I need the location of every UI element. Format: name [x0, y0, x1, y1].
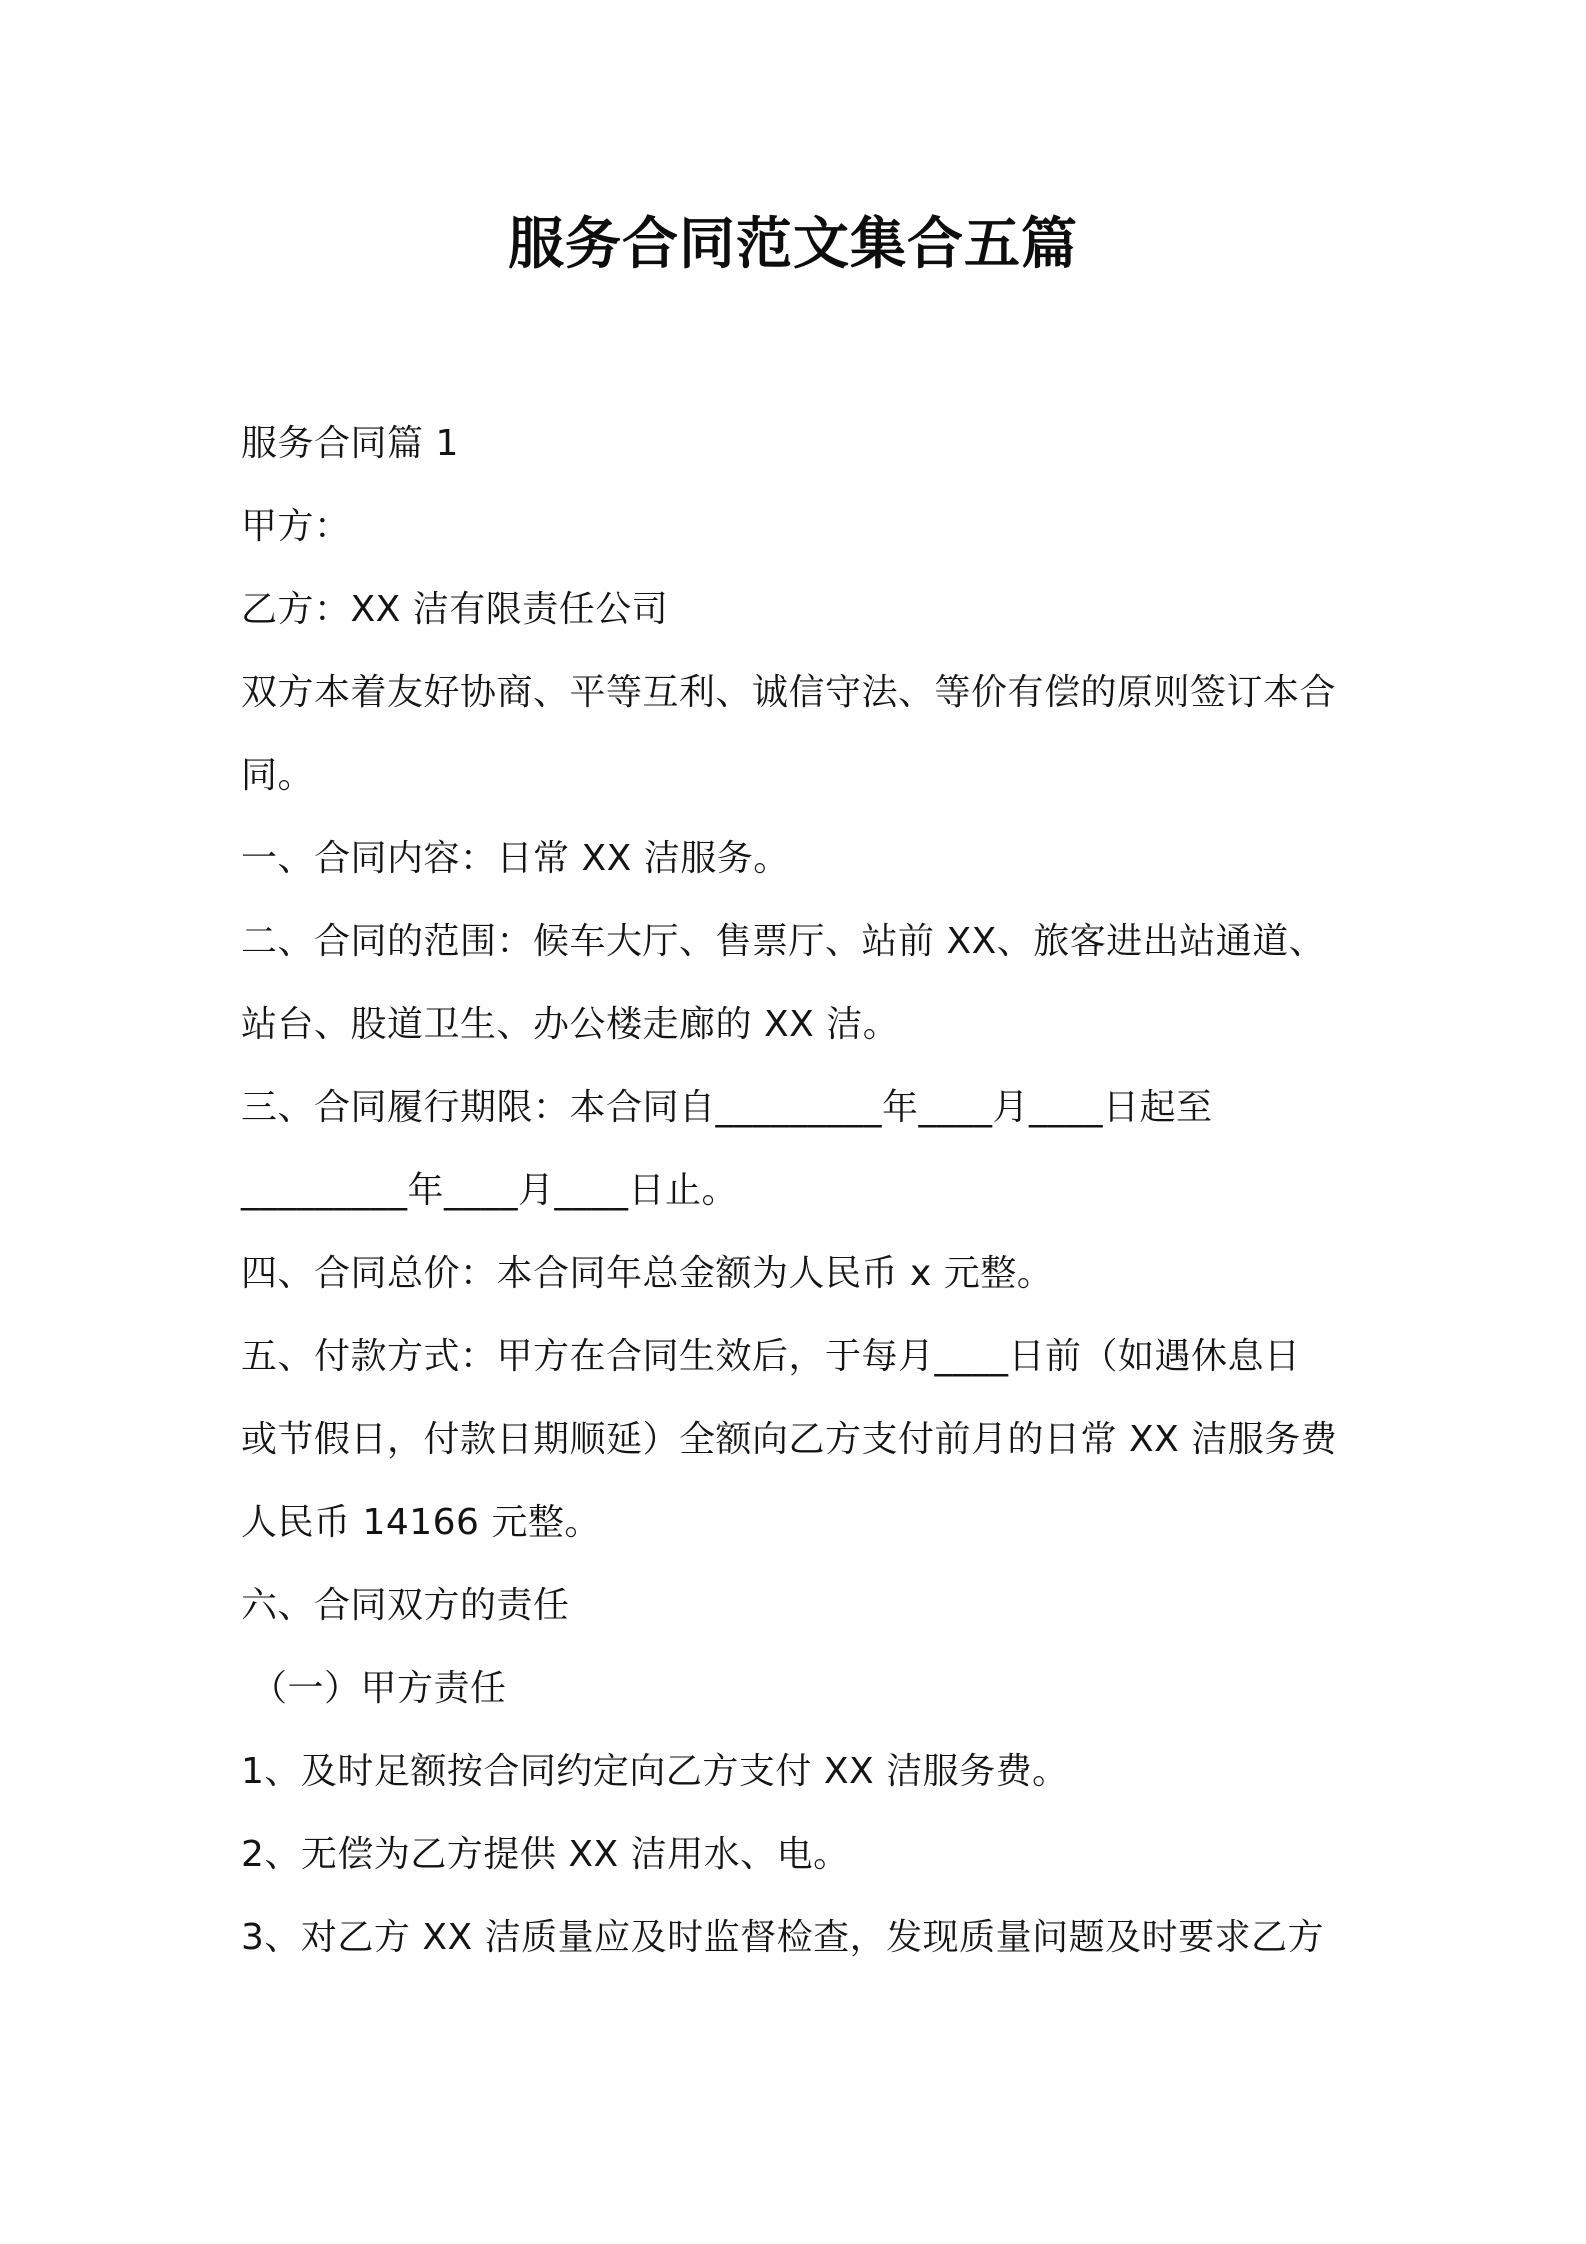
paragraph-line: 同。 [241, 755, 315, 796]
document-body [241, 402, 1361, 1979]
party-a-line: 甲方： [241, 506, 351, 547]
document-title: 服务合同范文集合五篇 [508, 212, 1078, 277]
paragraph-line: 双方本着友好协商、平等互利、诚信守法、等价有偿的原则签订本合 [241, 672, 1337, 713]
clause-line: _________年____月____日止。 [241, 1170, 739, 1211]
clause-line: 站台、股道卫生、办公楼走廊的 XX 洁。 [241, 1004, 900, 1045]
list-item: 3、对乙方 XX 洁质量应及时监督检查，发现质量问题及时要求乙方 [241, 1917, 1325, 1958]
clause-line: 五、付款方式：甲方在合同生效后，于每月____日前（如遇休息日 [241, 1336, 1301, 1377]
clause-line: 四、合同总价：本合同年总金额为人民币 x 元整。 [241, 1253, 1054, 1294]
list-item: 1、及时足额按合同约定向乙方支付 XX 洁服务费。 [241, 1751, 1069, 1792]
clause-line: 六、合同双方的责任 [241, 1585, 570, 1626]
clause-line: 一、合同内容：日常 XX 洁服务。 [241, 838, 790, 879]
clause-line: 二、合同的范围：候车大厅、售票厅、站前 XX、旅客进出站通道、 [241, 921, 1326, 962]
list-item: 2、无偿为乙方提供 XX 洁用水、电。 [241, 1834, 850, 1875]
party-b-line: 乙方：XX 洁有限责任公司 [241, 589, 669, 630]
clause-line: 或节假日，付款日期顺延）全额向乙方支付前月的日常 XX 洁服务费 [241, 1419, 1338, 1460]
clause-line: 人民币 14166 元整。 [241, 1502, 601, 1543]
section-heading: 服务合同篇 1 [241, 423, 459, 464]
clause-line: 三、合同履行期限：本合同自_________年____月____日起至 [241, 1087, 1213, 1128]
subsection-heading: （一）甲方责任 [251, 1668, 507, 1709]
